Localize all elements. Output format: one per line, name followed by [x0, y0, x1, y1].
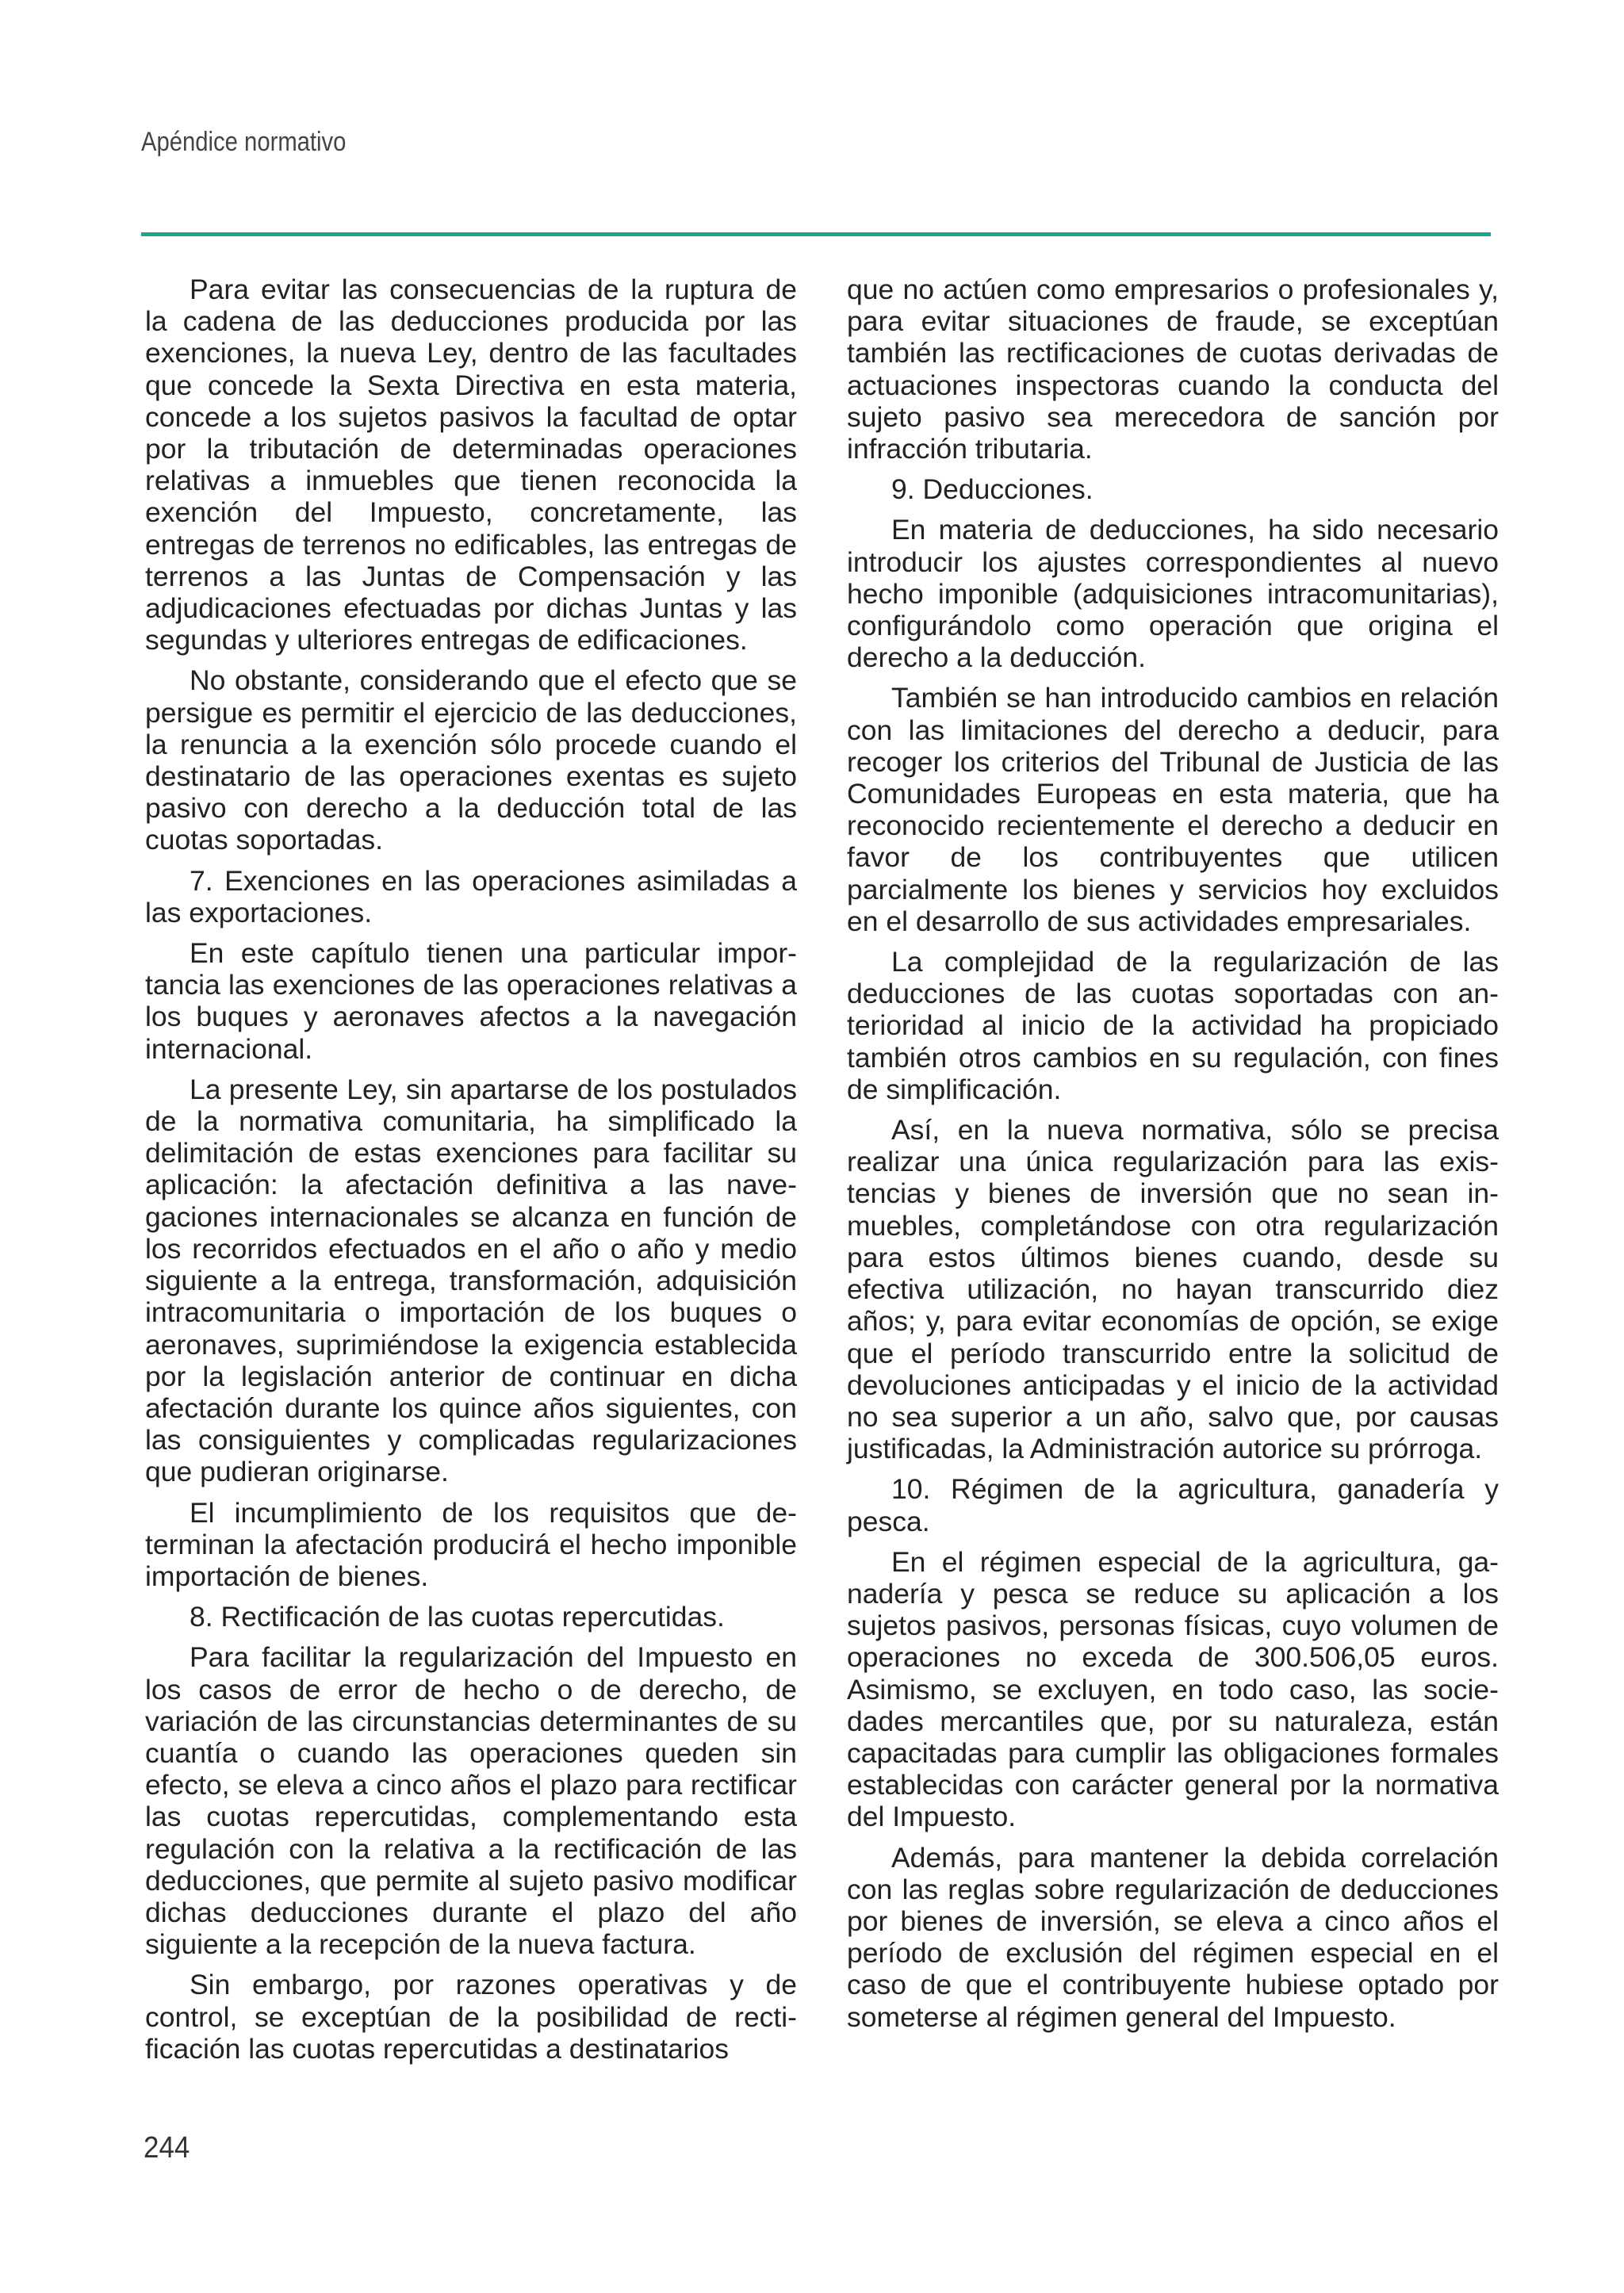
paragraph: No obstante, considerando que el efecto que se persigue es permitir el ejercicio de las deducciones, la renuncia a la exención sólo procede cuando el destinatario de las operaciones exentas es sujeto pasivo con derecho a la deducción total de las cuotas soportadas.	[145, 664, 797, 856]
paragraph: Así, en la nueva normativa, sólo se precisa realizar una única regularización para las existencias y bienes de inversión que no sean inmuebles, completándose con otra regularización para estos últimos bienes cuando, desde su efectiva utilización, no hayan transcurrido diez años; y, para evitar economías de opción, se exige que el período transcurrido entre la solicitud de devoluciones anticipadas y el inicio de la actividad no sea superior a un año, salvo que, por causas justificadas, la Administración autorice su prórroga.	[847, 1114, 1499, 1465]
paragraph: En este capítulo tienen una particular importancia las exenciones de las operaciones relativas a los buques y aeronaves afectos a la navegación internacional.	[145, 937, 797, 1065]
section-heading: 10. Régimen de la agricultura, ganadería y pesca.	[847, 1473, 1499, 1537]
paragraph: La complejidad de la regularización de las deducciones de las cuotas soportadas con anterioridad al inicio de la actividad ha propiciado también otros cambios en su regulación, con fines de simplificación.	[847, 946, 1499, 1105]
paragraph: Para facilitar la regularización del Impuesto en los casos de error de hecho o de derecho, de variación de las circunstancias determinantes de su cuantía o cuando las operaciones queden sin efecto, se eleva a cinco años el plazo para rectificar las cuotas repercutidas, complementando esta regulación con la relativa a la rectificación de las deducciones, que permite al sujeto pasivo modificar dichas deducciones durante el plazo del año siguiente a la recepción de la nueva factura.	[145, 1641, 797, 1961]
paragraph: Además, para mantener la debida correlación con las reglas sobre regularización de deducciones por bienes de inversión, se eleva a cinco años el período de exclusión del régimen especial en el caso de que el contribuyente hubiese optado por someterse al régimen general del Impuesto.	[847, 1841, 1499, 2033]
paragraph: El incumplimiento de los requisitos que determinan la afectación producirá el hecho imponible importación de bienes.	[145, 1496, 797, 1592]
running-title: Apéndice normativo	[141, 127, 347, 157]
section-heading: 8. Rectificación de las cuotas repercutidas.	[190, 1601, 725, 1633]
paragraph: También se han introducido cambios en relación con las limitaciones del derecho a deducir, para recoger los criterios del Tribunal de Justicia de las Comunidades Europeas en esta materia, que ha reconocido recientemente el derecho a deducir en favor de los contribuyentes que utilicen parcialmente los bienes y servicios hoy excluidos en el desarrollo de sus actividades empresariales.	[847, 682, 1499, 937]
paragraph: Sin embargo, por razones operativas y de control, se exceptúan de la posibilidad de rectificación las cuotas repercutidas a destinatarios	[145, 1969, 797, 2065]
paragraph: Para evitar las consecuencias de la ruptura de la cadena de las deducciones producida por las exenciones, la nueva Ley, dentro de las facultades que concede la Sexta Directiva en esta materia, concede a los sujetos pasivos la facultad de optar por la tributación de determinadas operaciones relativas a inmuebles que tienen reconocida la exención del Impuesto, concretamente, las entregas de terrenos no edificables, las entregas de terrenos a las Juntas de Compensación y las adjudicaciones efectuadas por dichas Juntas y las segundas y ulteriores entregas de edificaciones.	[145, 274, 797, 657]
section-heading: 7. Exenciones en las operaciones asimiladas a las exportaciones.	[145, 864, 797, 928]
paragraph: En materia de deducciones, ha sido necesario introducir los ajustes correspondientes al nuevo hecho imponible (adquisiciones intracomunitarias), configurándolo como operación que origina el derecho a la deducción.	[847, 514, 1499, 674]
paragraph: En el régimen especial de la agricultura, ganadería y pesca se reduce su aplicación a los sujetos pasivos, personas físicas, cuyo volumen de operaciones no exceda de 300.506,05 euros. Asimismo, se excluyen, en todo caso, las sociedades mercantiles que, por su naturaleza, están capacitadas para cumplir las obligaciones formales establecidas con carácter general por la normativa del Impuesto.	[847, 1545, 1499, 1833]
page-number: 244	[144, 2131, 190, 2165]
section-heading: 9. Deducciones.	[891, 473, 1094, 506]
header-rule	[141, 232, 1491, 236]
paragraph: que no actúen como empresarios o profesionales y, para evitar situaciones de fraude, se exceptúan también las rectificaciones de cuotas derivadas de actuaciones inspectoras cuando la conducta del sujeto pasivo sea merecedora de sanción por infracción tributaria.	[847, 274, 1499, 465]
right-column	[847, 274, 1499, 2042]
left-column	[145, 274, 797, 2073]
paragraph: La presente Ley, sin apartarse de los postulados de la normativa comunitaria, ha simplificado la delimitación de estas exenciones para facilitar su aplicación: la afectación definitiva a las navegaciones internacionales se alcanza en función de los recorridos efectuados en el año o año y medio siguiente a la entrega, transformación, adquisición intracomunitaria o importación de los buques o aeronaves, suprimiéndose la exigencia establecida por la legislación anterior de continuar en dicha afectación durante los quince años siguientes, con las consiguientes y complicadas regularizaciones que pudieran originarse.	[145, 1073, 797, 1488]
